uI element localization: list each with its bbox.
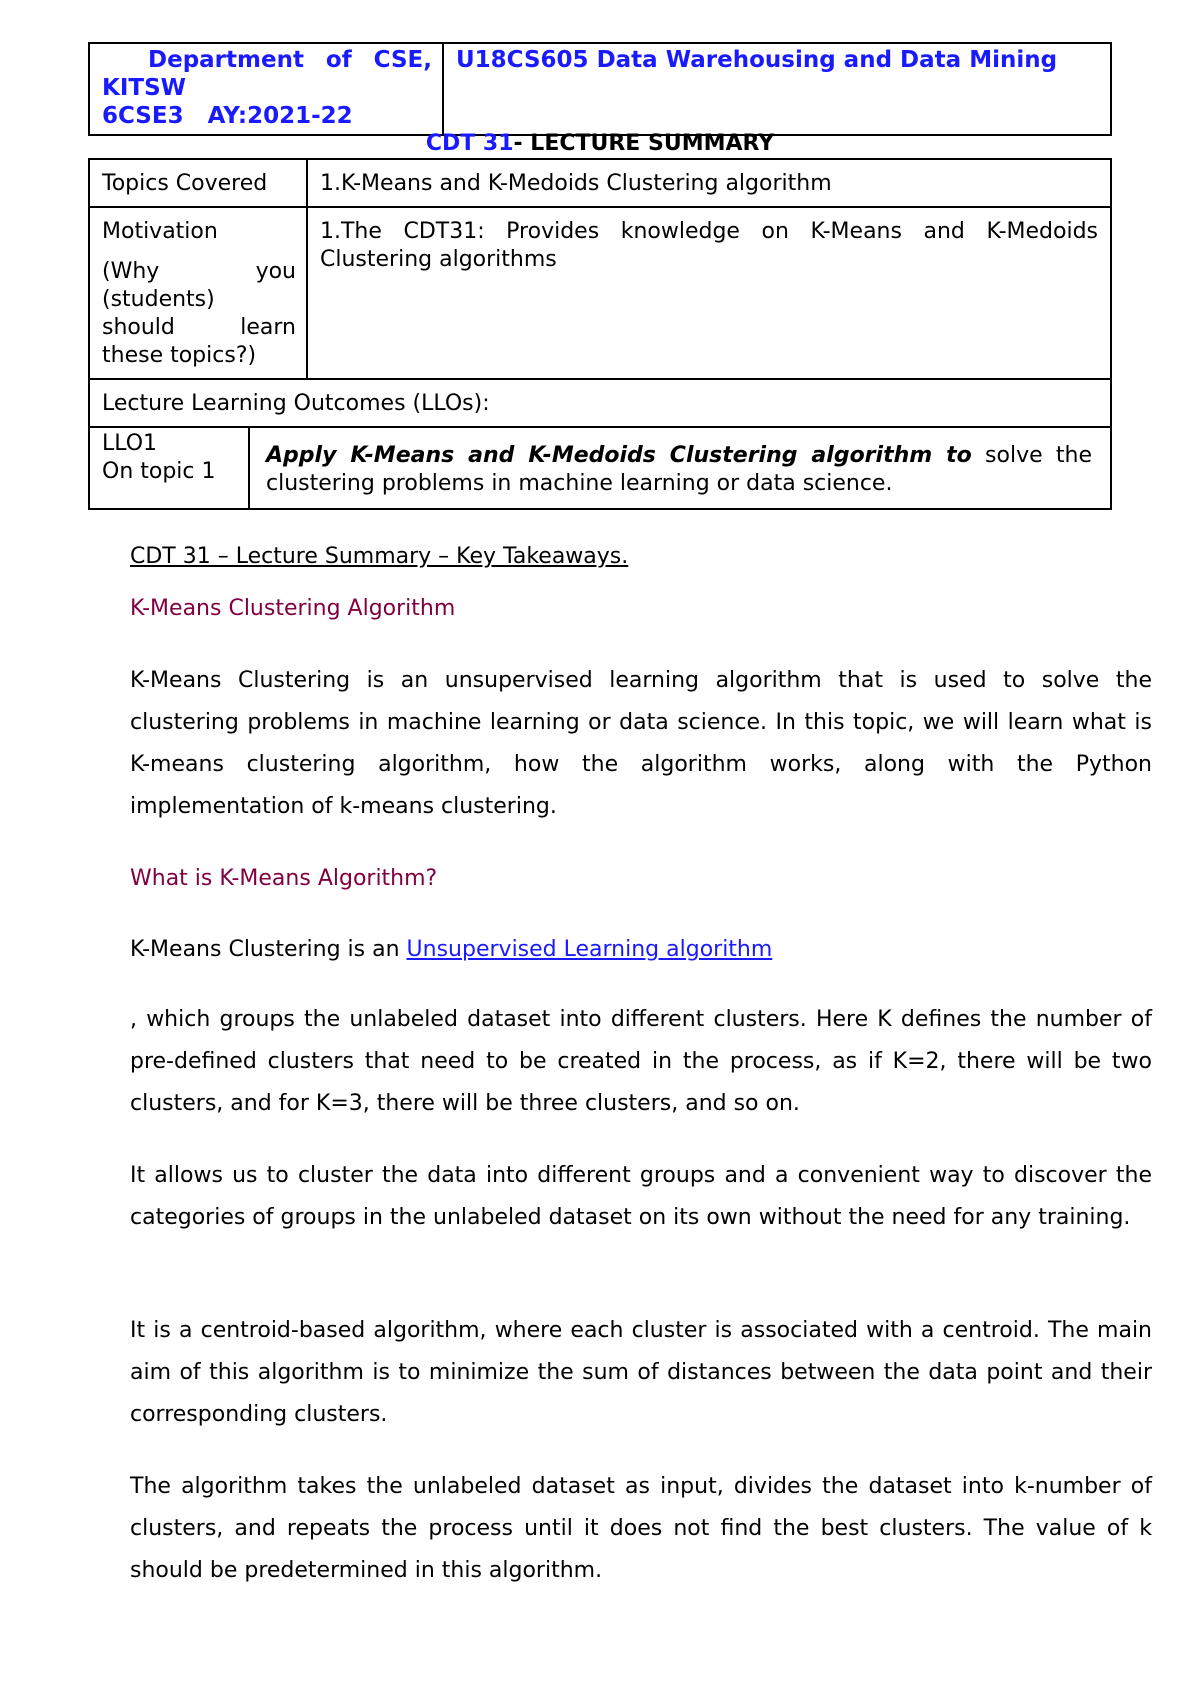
llo-cell — [89, 427, 1111, 509]
header-table — [88, 42, 1112, 136]
paragraph-definition — [130, 929, 1152, 971]
why-line-4: these topics?) — [102, 343, 257, 368]
paragraph-groups-text: It allows us to cluster the data into different groups and a convenient way to discover the categories of groups in the unlabeled dataset on its own without the need for any training. — [130, 1163, 1152, 1230]
llo-id: LLO1 — [102, 431, 158, 456]
motivation-cell — [89, 207, 307, 379]
paragraph-intro — [130, 660, 1152, 828]
llo-header: Lecture Learning Outcomes (LLOs): — [89, 379, 1111, 427]
course-cell — [443, 43, 1111, 135]
department-cell — [89, 43, 443, 135]
llo-id-cell — [90, 428, 249, 508]
llo-header-row — [89, 379, 1111, 427]
lecture-summary-label: - LECTURE SUMMARY — [513, 131, 775, 156]
paragraph-clusters-text: , which groups the unlabeled dataset into different clusters. Here K defines the number of pre-defined clusters that need to be created in the process, as if K=2, there will be two clusters, and for K=3, there will be three clusters, and so on. — [130, 1007, 1152, 1116]
why-line-2: (students) — [102, 287, 215, 312]
section-heading-kmeans-text: K-Means Clustering Algorithm — [130, 596, 456, 621]
definition-prefix: K-Means Clustering is an — [130, 937, 407, 962]
key-takeaways-heading — [130, 536, 1152, 578]
class-year-line: 6CSE3 AY:2021-22 — [102, 103, 353, 129]
paragraph-clusters — [130, 999, 1152, 1125]
lecture-summary-table — [88, 158, 1112, 510]
llo-topic: On topic 1 — [102, 459, 216, 484]
paragraph-process — [130, 1466, 1152, 1592]
course-title: U18CS605 Data Warehousing and Data Mining — [456, 47, 1058, 73]
llo-row — [89, 427, 1111, 509]
llo-inner-table — [90, 428, 1110, 508]
paragraph-groups — [130, 1155, 1152, 1239]
section-heading-what-is-text: What is K-Means Algorithm? — [130, 866, 438, 891]
llo-rest: solve the clustering problems in machine learning or data science. — [266, 443, 1092, 496]
page-title — [0, 130, 1200, 158]
motivation-question — [102, 258, 296, 370]
cdt-number: CDT 31 — [425, 131, 514, 156]
motivation-value: 1.The CDT31: Provides knowledge on K-Means and K-Medoids Clustering algorithms — [307, 207, 1111, 379]
topics-value: 1.K-Means and K-Medoids Clustering algorithm — [307, 159, 1111, 207]
paragraph-centroid — [130, 1310, 1152, 1436]
paragraph-centroid-text: It is a centroid-based algorithm, where each cluster is associated with a centroid. The main aim of this algorithm is to minimize the sum of distances between the data point and their corresponding clusters. — [130, 1318, 1152, 1427]
institute-line: KITSW — [102, 75, 187, 101]
llo-emphasis: Apply K-Means and K-Medoids Clustering algorithm to — [266, 443, 972, 468]
key-takeaways-text: CDT 31 – Lecture Summary – Key Takeaways. — [130, 544, 629, 569]
topics-row — [89, 159, 1111, 207]
llo-description — [249, 428, 1110, 508]
motivation-label: Motivation — [102, 219, 218, 244]
paragraph-intro-text: K-Means Clustering is an unsupervised learning algorithm that is used to solve the clustering problems in machine learning or data science. In this topic, we will learn what is K-means clustering algorithm, how the algorithm works, along with the Python implementation of k-means clustering. — [130, 668, 1152, 819]
paragraph-process-text: The algorithm takes the unlabeled dataset as input, divides the dataset into k-number of clusters, and repeats the process until it does not find the best clusters. The value of k should be predetermined in this algorithm. — [130, 1474, 1152, 1583]
motivation-row — [89, 207, 1111, 379]
section-heading-kmeans — [130, 588, 1152, 630]
why-line-3: should learn — [102, 315, 296, 340]
department-line: Department of CSE, — [148, 47, 432, 73]
why-line-1: (Why you — [102, 259, 296, 284]
topics-label: Topics Covered — [89, 159, 307, 207]
section-heading-what-is — [130, 858, 1152, 900]
unsupervised-learning-link[interactable]: Unsupervised Learning algorithm — [406, 937, 773, 962]
